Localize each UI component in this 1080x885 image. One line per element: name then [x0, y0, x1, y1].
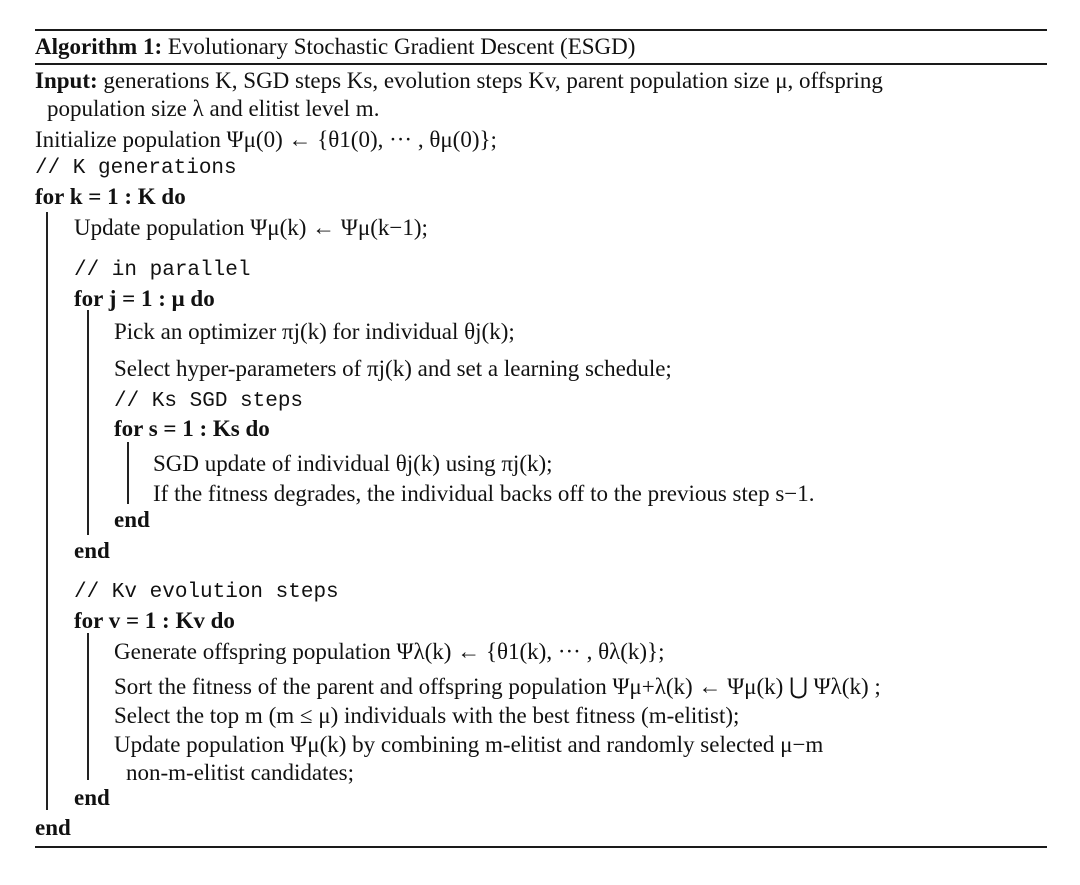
pick-optimizer-line: Pick an optimizer πj(k) for individual θj(k); [114, 319, 515, 344]
update-combine-line-1: Update population Ψμ(k) by combining m-elitist and randomly selected μ−m [114, 732, 824, 757]
input-text-1: generations K, SGD steps Ks, evolution steps Kv, parent population size μ, offspring [103, 68, 883, 93]
title-rule [35, 63, 1047, 65]
sort-fitness-line: Sort the fitness of the parent and offspring population Ψμ+λ(k) ← Ψμ(k) ⋃ Ψλ(k) ; [114, 674, 881, 699]
input-label: Input: [35, 68, 98, 93]
algorithm-label: Algorithm 1: [35, 34, 163, 59]
update-combine-line-2: non-m-elitist candidates; [126, 760, 355, 785]
input-line-2: population size λ and elitist level m. [47, 96, 380, 121]
indent-bar-s [127, 442, 129, 504]
for-k-line: for k = 1 : K do [35, 184, 186, 209]
comment-sgd-steps: // Ks SGD steps [114, 390, 304, 413]
select-top-line: Select the top m (m ≤ μ) individuals with the best fitness (m-elitist); [114, 703, 740, 728]
update-population-line: Update population Ψμ(k) ← Ψμ(k−1); [74, 215, 428, 240]
sgd-update-line: SGD update of individual θj(k) using πj(k); [153, 451, 553, 476]
algorithm-title-text: Evolutionary Stochastic Gradient Descent (ESGD) [167, 34, 636, 59]
indent-bar-k [46, 212, 48, 810]
for-j-line: for j = 1 : μ do [74, 286, 215, 311]
generate-offspring-line: Generate offspring population Ψλ(k) ← {θ1(k), ··· , θλ(k)}; [114, 639, 665, 664]
comment-generations: // K generations [35, 157, 237, 180]
input-line-1 [35, 67, 883, 95]
select-hyperparams-line: Select hyper-parameters of πj(k) and set a learning schedule; [114, 356, 672, 381]
top-rule [35, 29, 1047, 31]
comment-evolution-steps: // Kv evolution steps [74, 581, 339, 604]
init-line: Initialize population Ψμ(0) ← {θ1(0), ··· , θμ(0)}; [35, 127, 497, 152]
end-k: end [35, 815, 71, 840]
indent-bar-v [87, 633, 89, 780]
end-j: end [74, 538, 110, 563]
algorithm-title [35, 33, 635, 61]
backoff-line: If the fitness degrades, the individual backs off to the previous step s−1. [153, 481, 815, 506]
for-s-line: for s = 1 : Ks do [114, 416, 270, 441]
indent-bar-j [87, 310, 89, 535]
comment-parallel: // in parallel [74, 259, 251, 282]
bottom-rule [35, 846, 1047, 848]
for-v-line: for v = 1 : Kv do [74, 608, 235, 633]
end-v: end [74, 785, 110, 810]
end-s: end [114, 507, 150, 532]
